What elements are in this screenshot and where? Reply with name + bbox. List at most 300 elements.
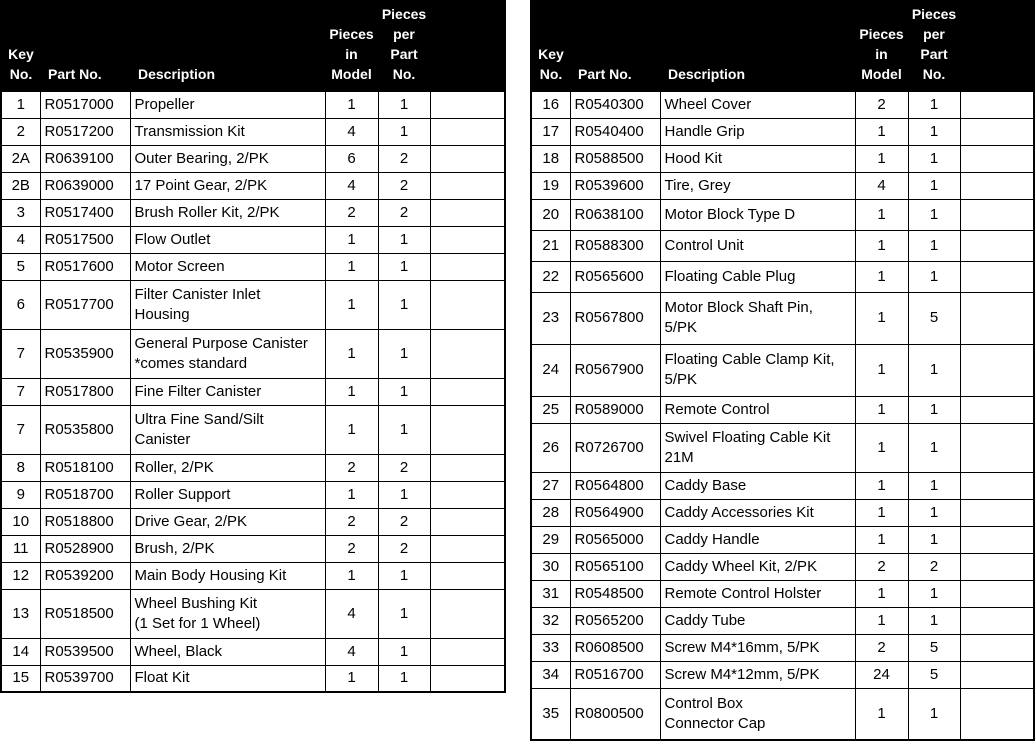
key-no-cell: 21 — [531, 230, 570, 261]
pieces-per-part-cell: 2 — [378, 508, 430, 535]
header-extra — [960, 1, 1034, 91]
pieces-in-model-cell: 1 — [325, 253, 378, 280]
pieces-per-part-cell: 1 — [378, 638, 430, 665]
header-pieces-in-model — [855, 1, 908, 91]
pieces-per-part-cell: 1 — [908, 261, 960, 292]
blank-cell — [430, 405, 505, 454]
part-no-cell: R0518700 — [40, 481, 130, 508]
blank-cell — [430, 665, 505, 692]
pieces-per-part-cell: 1 — [378, 589, 430, 638]
key-no-cell: 27 — [531, 472, 570, 499]
blank-cell — [430, 562, 505, 589]
pieces-per-part-cell: 5 — [908, 661, 960, 688]
pieces-per-part-cell: 1 — [908, 172, 960, 199]
pieces-in-model-cell: 1 — [325, 280, 378, 329]
pieces-per-part-cell: 2 — [908, 553, 960, 580]
pieces-per-part-cell: 1 — [378, 481, 430, 508]
pieces-in-model-cell: 4 — [325, 589, 378, 638]
parts-rows-left — [1, 91, 505, 692]
key-no-cell: 32 — [531, 607, 570, 634]
pieces-per-part-cell: 2 — [378, 535, 430, 562]
description-cell: Transmission Kit — [130, 118, 325, 145]
header-model-text: Pieces in Model — [329, 25, 374, 82]
table-row — [531, 607, 1034, 634]
pieces-in-model-cell: 1 — [325, 405, 378, 454]
key-no-cell: 11 — [1, 535, 40, 562]
pieces-per-part-cell: 1 — [378, 329, 430, 378]
pieces-in-model-cell: 2 — [855, 91, 908, 118]
pieces-per-part-cell: 1 — [378, 665, 430, 692]
table-row — [531, 688, 1034, 740]
table-row — [1, 508, 505, 535]
pieces-per-part-cell: 1 — [908, 145, 960, 172]
description-cell: Tire, Grey — [660, 172, 855, 199]
header-desc-text: Description — [668, 65, 746, 82]
pieces-in-model-cell: 2 — [325, 199, 378, 226]
table-row — [531, 145, 1034, 172]
part-no-cell: R0517600 — [40, 253, 130, 280]
blank-cell — [430, 481, 505, 508]
blank-cell — [960, 118, 1034, 145]
blank-cell — [960, 292, 1034, 344]
blank-cell — [430, 329, 505, 378]
key-no-cell: 26 — [531, 423, 570, 472]
blank-cell — [960, 634, 1034, 661]
part-no-cell: R0539600 — [570, 172, 660, 199]
description-cell: Float Kit — [130, 665, 325, 692]
pieces-in-model-cell: 1 — [855, 499, 908, 526]
description-cell: Fine Filter Canister — [130, 378, 325, 405]
table-row — [1, 562, 505, 589]
part-no-cell: R0726700 — [570, 423, 660, 472]
key-no-cell: 30 — [531, 553, 570, 580]
part-no-cell: R0539700 — [40, 665, 130, 692]
key-no-cell: 23 — [531, 292, 570, 344]
key-no-cell: 22 — [531, 261, 570, 292]
header-key-text: Key No. — [538, 45, 564, 82]
blank-cell — [960, 230, 1034, 261]
description-cell: Screw M4*16mm, 5/PK — [660, 634, 855, 661]
pieces-in-model-cell: 1 — [325, 562, 378, 589]
key-no-cell: 12 — [1, 562, 40, 589]
table-row — [531, 661, 1034, 688]
pieces-per-part-cell: 1 — [378, 280, 430, 329]
table-row — [531, 499, 1034, 526]
blank-cell — [960, 553, 1034, 580]
key-no-cell: 3 — [1, 199, 40, 226]
table-row — [1, 329, 505, 378]
blank-cell — [430, 118, 505, 145]
table-row — [1, 378, 505, 405]
parts-table-left — [0, 0, 506, 693]
part-no-cell: R0539200 — [40, 562, 130, 589]
pieces-per-part-cell: 2 — [378, 145, 430, 172]
table-header-row — [1, 1, 505, 91]
pieces-per-part-cell: 2 — [378, 199, 430, 226]
key-no-cell: 29 — [531, 526, 570, 553]
table-row — [531, 396, 1034, 423]
pieces-per-part-cell: 1 — [378, 253, 430, 280]
description-cell: Remote Control — [660, 396, 855, 423]
part-no-cell: R0638100 — [570, 199, 660, 230]
blank-cell — [430, 226, 505, 253]
pieces-per-part-cell: 1 — [908, 396, 960, 423]
part-no-cell: R0567900 — [570, 344, 660, 396]
part-no-cell: R0517800 — [40, 378, 130, 405]
description-cell: Wheel, Black — [130, 638, 325, 665]
description-cell: Screw M4*12mm, 5/PK — [660, 661, 855, 688]
header-per-text: Pieces per Part No. — [381, 5, 427, 82]
blank-cell — [960, 580, 1034, 607]
table-row — [531, 423, 1034, 472]
part-no-cell: R0535800 — [40, 405, 130, 454]
description-cell: 17 Point Gear, 2/PK — [130, 172, 325, 199]
pieces-per-part-cell: 1 — [378, 226, 430, 253]
pieces-in-model-cell: 24 — [855, 661, 908, 688]
blank-cell — [430, 253, 505, 280]
blank-cell — [430, 638, 505, 665]
blank-cell — [960, 261, 1034, 292]
pieces-per-part-cell: 2 — [378, 454, 430, 481]
description-cell: Caddy Accessories Kit — [660, 499, 855, 526]
part-no-cell: R0588300 — [570, 230, 660, 261]
key-no-cell: 17 — [531, 118, 570, 145]
header-extra — [430, 1, 505, 91]
key-no-cell: 35 — [531, 688, 570, 740]
blank-cell — [430, 378, 505, 405]
pieces-in-model-cell: 1 — [855, 526, 908, 553]
header-model-text: Pieces in Model — [859, 25, 904, 82]
parts-table-right — [530, 0, 1035, 741]
blank-cell — [960, 199, 1034, 230]
key-no-cell: 20 — [531, 199, 570, 230]
part-no-cell: R0608500 — [570, 634, 660, 661]
table-row — [1, 535, 505, 562]
pieces-per-part-cell: 1 — [378, 378, 430, 405]
key-no-cell: 13 — [1, 589, 40, 638]
description-cell: Flow Outlet — [130, 226, 325, 253]
description-cell: Main Body Housing Kit — [130, 562, 325, 589]
part-no-cell: R0565000 — [570, 526, 660, 553]
key-no-cell: 9 — [1, 481, 40, 508]
pieces-in-model-cell: 1 — [855, 472, 908, 499]
description-cell: Control Unit — [660, 230, 855, 261]
pieces-in-model-cell: 1 — [855, 688, 908, 740]
pieces-in-model-cell: 1 — [325, 226, 378, 253]
pieces-per-part-cell: 1 — [378, 562, 430, 589]
pieces-per-part-cell: 1 — [908, 580, 960, 607]
key-no-cell: 2 — [1, 118, 40, 145]
part-no-cell: R0567800 — [570, 292, 660, 344]
blank-cell — [430, 535, 505, 562]
table-row — [1, 454, 505, 481]
table-row — [531, 553, 1034, 580]
table-row — [531, 230, 1034, 261]
description-cell: Roller Support — [130, 481, 325, 508]
blank-cell — [430, 199, 505, 226]
part-no-cell: R0540300 — [570, 91, 660, 118]
key-no-cell: 14 — [1, 638, 40, 665]
part-no-cell: R0564800 — [570, 472, 660, 499]
part-no-cell: R0588500 — [570, 145, 660, 172]
part-no-cell: R0639000 — [40, 172, 130, 199]
pieces-in-model-cell: 2 — [325, 454, 378, 481]
part-no-cell: R0565600 — [570, 261, 660, 292]
key-no-cell: 28 — [531, 499, 570, 526]
pieces-per-part-cell: 1 — [908, 230, 960, 261]
table-row — [1, 145, 505, 172]
pieces-in-model-cell: 4 — [325, 172, 378, 199]
table-row — [531, 172, 1034, 199]
table-row — [531, 199, 1034, 230]
pieces-per-part-cell: 1 — [908, 607, 960, 634]
description-cell: Floating Cable Clamp Kit, 5/PK — [660, 344, 855, 396]
pieces-in-model-cell: 1 — [325, 481, 378, 508]
description-cell: Motor Screen — [130, 253, 325, 280]
blank-cell — [960, 661, 1034, 688]
pieces-per-part-cell: 1 — [908, 499, 960, 526]
part-no-cell: R0517000 — [40, 91, 130, 118]
key-no-cell: 33 — [531, 634, 570, 661]
key-no-cell: 7 — [1, 405, 40, 454]
header-part-no — [570, 1, 660, 91]
pieces-in-model-cell: 1 — [855, 607, 908, 634]
description-cell: Caddy Base — [660, 472, 855, 499]
description-cell: Outer Bearing, 2/PK — [130, 145, 325, 172]
table-row — [1, 118, 505, 145]
pieces-per-part-cell: 1 — [908, 526, 960, 553]
table-row — [531, 634, 1034, 661]
key-no-cell: 16 — [531, 91, 570, 118]
blank-cell — [960, 423, 1034, 472]
description-cell: Wheel Bushing Kit (1 Set for 1 Wheel) — [130, 589, 325, 638]
pieces-in-model-cell: 1 — [855, 344, 908, 396]
key-no-cell: 1 — [1, 91, 40, 118]
blank-cell — [960, 526, 1034, 553]
blank-cell — [960, 145, 1034, 172]
table-row — [1, 91, 505, 118]
part-no-cell: R0535900 — [40, 329, 130, 378]
pieces-in-model-cell: 1 — [855, 145, 908, 172]
pieces-per-part-cell: 1 — [908, 118, 960, 145]
description-cell: Swivel Floating Cable Kit 21M — [660, 423, 855, 472]
header-desc-text: Description — [138, 65, 216, 82]
header-description — [130, 1, 325, 91]
header-description — [660, 1, 855, 91]
table-row — [531, 526, 1034, 553]
blank-cell — [430, 280, 505, 329]
description-cell: Motor Block Type D — [660, 199, 855, 230]
pieces-in-model-cell: 1 — [325, 378, 378, 405]
part-no-cell: R0518100 — [40, 454, 130, 481]
description-cell: Handle Grip — [660, 118, 855, 145]
key-no-cell: 10 — [1, 508, 40, 535]
table-row — [1, 226, 505, 253]
part-no-cell: R0639100 — [40, 145, 130, 172]
description-cell: Caddy Handle — [660, 526, 855, 553]
pieces-per-part-cell: 2 — [378, 172, 430, 199]
pieces-in-model-cell: 1 — [855, 423, 908, 472]
part-no-cell: R0517200 — [40, 118, 130, 145]
part-no-cell: R0518500 — [40, 589, 130, 638]
header-pieces-in-model — [325, 1, 378, 91]
part-no-cell: R0800500 — [570, 688, 660, 740]
table-row — [531, 292, 1034, 344]
pieces-in-model-cell: 1 — [855, 199, 908, 230]
description-cell: Caddy Wheel Kit, 2/PK — [660, 553, 855, 580]
key-no-cell: 8 — [1, 454, 40, 481]
table-row — [1, 280, 505, 329]
table-row — [1, 481, 505, 508]
part-no-cell: R0518800 — [40, 508, 130, 535]
pieces-in-model-cell: 6 — [325, 145, 378, 172]
pieces-in-model-cell: 1 — [325, 91, 378, 118]
key-no-cell: 6 — [1, 280, 40, 329]
pieces-per-part-cell: 1 — [378, 405, 430, 454]
pieces-in-model-cell: 4 — [325, 638, 378, 665]
blank-cell — [430, 589, 505, 638]
key-no-cell: 2B — [1, 172, 40, 199]
part-no-cell: R0565200 — [570, 607, 660, 634]
table-row — [1, 405, 505, 454]
pieces-in-model-cell: 4 — [855, 172, 908, 199]
part-no-cell: R0548500 — [570, 580, 660, 607]
key-no-cell: 7 — [1, 329, 40, 378]
table-row — [531, 91, 1034, 118]
table-row — [531, 261, 1034, 292]
header-part-text: Part No. — [48, 65, 102, 82]
description-cell: General Purpose Canister *comes standard — [130, 329, 325, 378]
table-row — [531, 118, 1034, 145]
blank-cell — [960, 396, 1034, 423]
pieces-in-model-cell: 2 — [325, 535, 378, 562]
key-no-cell: 24 — [531, 344, 570, 396]
description-cell: Control Box Connector Cap — [660, 688, 855, 740]
table-row — [1, 199, 505, 226]
part-no-cell: R0517400 — [40, 199, 130, 226]
part-no-cell: R0516700 — [570, 661, 660, 688]
blank-cell — [430, 454, 505, 481]
pieces-in-model-cell: 2 — [855, 553, 908, 580]
blank-cell — [960, 344, 1034, 396]
description-cell: Ultra Fine Sand/Silt Canister — [130, 405, 325, 454]
part-no-cell: R0517700 — [40, 280, 130, 329]
blank-cell — [960, 91, 1034, 118]
pieces-in-model-cell: 1 — [325, 329, 378, 378]
pieces-per-part-cell: 1 — [908, 688, 960, 740]
description-cell: Drive Gear, 2/PK — [130, 508, 325, 535]
description-cell: Roller, 2/PK — [130, 454, 325, 481]
blank-cell — [430, 508, 505, 535]
blank-cell — [960, 607, 1034, 634]
blank-cell — [960, 499, 1034, 526]
description-cell: Propeller — [130, 91, 325, 118]
key-no-cell: 34 — [531, 661, 570, 688]
pieces-in-model-cell: 2 — [325, 508, 378, 535]
part-no-cell: R0589000 — [570, 396, 660, 423]
key-no-cell: 19 — [531, 172, 570, 199]
pieces-per-part-cell: 5 — [908, 634, 960, 661]
blank-cell — [430, 172, 505, 199]
pieces-in-model-cell: 1 — [325, 665, 378, 692]
key-no-cell: 2A — [1, 145, 40, 172]
description-cell: Remote Control Holster — [660, 580, 855, 607]
table-row — [1, 253, 505, 280]
pieces-in-model-cell: 1 — [855, 580, 908, 607]
pieces-per-part-cell: 1 — [908, 91, 960, 118]
header-pieces-per-part — [378, 1, 430, 91]
header-key-no — [1, 1, 40, 91]
parts-rows-right — [531, 91, 1034, 740]
part-no-cell: R0565100 — [570, 553, 660, 580]
blank-cell — [430, 145, 505, 172]
description-cell: Floating Cable Plug — [660, 261, 855, 292]
blank-cell — [960, 688, 1034, 740]
description-cell: Motor Block Shaft Pin, 5/PK — [660, 292, 855, 344]
pieces-per-part-cell: 1 — [908, 199, 960, 230]
description-cell: Brush Roller Kit, 2/PK — [130, 199, 325, 226]
key-no-cell: 25 — [531, 396, 570, 423]
blank-cell — [430, 91, 505, 118]
part-no-cell: R0528900 — [40, 535, 130, 562]
pieces-per-part-cell: 1 — [378, 91, 430, 118]
key-no-cell: 31 — [531, 580, 570, 607]
pieces-in-model-cell: 1 — [855, 118, 908, 145]
table-row — [1, 172, 505, 199]
key-no-cell: 5 — [1, 253, 40, 280]
description-cell: Brush, 2/PK — [130, 535, 325, 562]
table-row — [1, 589, 505, 638]
table-row — [531, 472, 1034, 499]
pieces-per-part-cell: 1 — [908, 423, 960, 472]
pieces-per-part-cell: 1 — [908, 472, 960, 499]
part-no-cell: R0540400 — [570, 118, 660, 145]
header-key-text: Key No. — [8, 45, 34, 82]
header-per-text: Pieces per Part No. — [911, 5, 957, 82]
part-no-cell: R0517500 — [40, 226, 130, 253]
blank-cell — [960, 172, 1034, 199]
part-no-cell: R0564900 — [570, 499, 660, 526]
pieces-in-model-cell: 1 — [855, 261, 908, 292]
key-no-cell: 4 — [1, 226, 40, 253]
pieces-in-model-cell: 1 — [855, 292, 908, 344]
header-part-no — [40, 1, 130, 91]
pieces-in-model-cell: 4 — [325, 118, 378, 145]
description-cell: Wheel Cover — [660, 91, 855, 118]
table-header-row — [531, 1, 1034, 91]
description-cell: Hood Kit — [660, 145, 855, 172]
header-pieces-per-part — [908, 1, 960, 91]
table-row — [531, 580, 1034, 607]
pieces-per-part-cell: 1 — [378, 118, 430, 145]
blank-cell — [960, 472, 1034, 499]
pieces-in-model-cell: 1 — [855, 230, 908, 261]
table-row — [1, 665, 505, 692]
pieces-per-part-cell: 1 — [908, 344, 960, 396]
pieces-in-model-cell: 1 — [855, 396, 908, 423]
table-row — [1, 638, 505, 665]
table-row — [531, 344, 1034, 396]
part-no-cell: R0539500 — [40, 638, 130, 665]
header-key-no — [531, 1, 570, 91]
description-cell: Caddy Tube — [660, 607, 855, 634]
header-part-text: Part No. — [578, 65, 632, 82]
pieces-in-model-cell: 2 — [855, 634, 908, 661]
pieces-per-part-cell: 5 — [908, 292, 960, 344]
key-no-cell: 15 — [1, 665, 40, 692]
description-cell: Filter Canister Inlet Housing — [130, 280, 325, 329]
key-no-cell: 7 — [1, 378, 40, 405]
